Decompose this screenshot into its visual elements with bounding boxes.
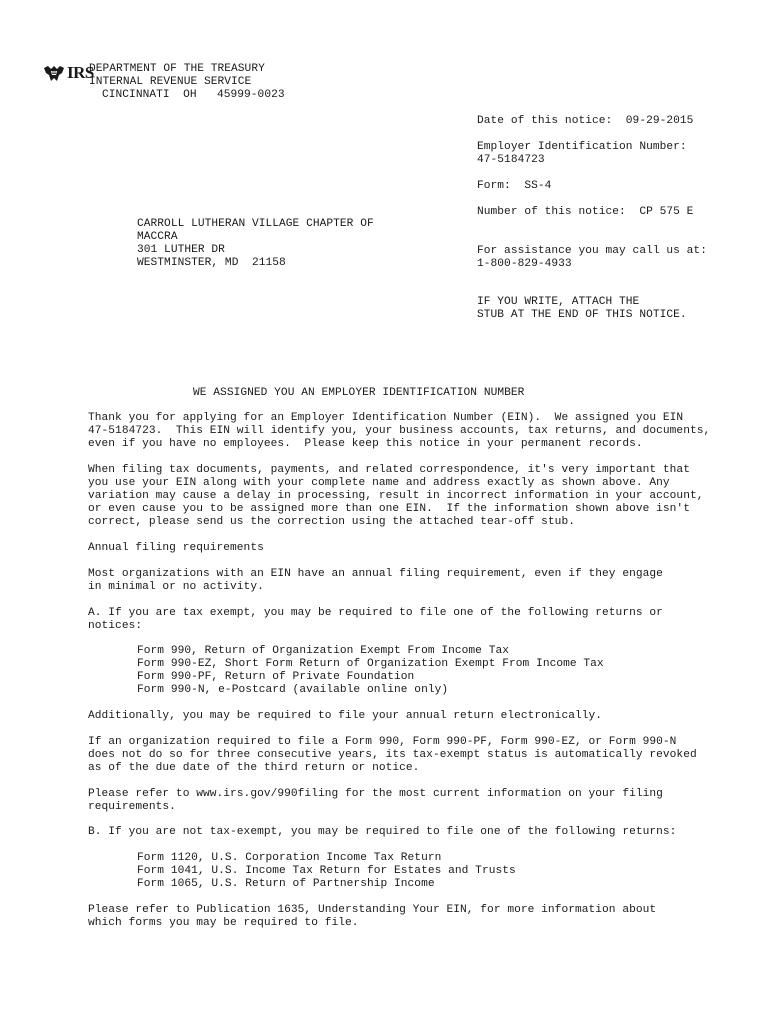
address-line-4: WESTMINSTER, MD 21158 [137,257,286,269]
paragraph-line: or even cause you to be assigned more than one EIN. If the information shown above isn't [88,503,690,515]
paragraph-line: correct, please send us the correction using the attached tear-off stub. [88,516,575,528]
write-instruction-1: IF YOU WRITE, ATTACH THE [477,296,640,308]
paragraph-line: does not do so for three consecutive years, its tax-exempt status is automatically revoked [88,749,697,761]
ein-label: Employer Identification Number: [477,141,687,153]
irs-logo [43,64,94,82]
write-instruction-2: STUB AT THE END OF THIS NOTICE. [477,309,687,321]
address-line-3: 301 LUTHER DR [137,244,225,256]
form-list-item: Form 990-EZ, Short Form Return of Organization Exempt From Income Tax [137,658,604,670]
dept-name: DEPARTMENT OF THE TREASURY [89,63,265,75]
paragraph-line: even if you have no employees. Please keep this notice in your permanent records. [88,438,643,450]
irs-logo-text: IRS [67,63,94,82]
form-list-item: Form 1041, U.S. Income Tax Return for Estates and Trusts [137,865,516,877]
address-line-2: MACCRA [137,231,178,243]
paragraph-line: which forms you may be required to file. [88,917,359,929]
form-list-item: Form 1120, U.S. Corporation Income Tax Return [137,852,442,864]
form-list-item: Form 990-N, e-Postcard (available online only) [137,684,449,696]
paragraph-line: variation may cause a delay in processing, result in incorrect information in your account, [88,490,704,502]
form-type: Form: SS-4 [477,180,552,192]
eagle-seal-icon [43,65,65,82]
form-list-item: Form 990-PF, Return of Private Foundation [137,671,415,683]
paragraph-line: When filing tax documents, payments, and related correspondence, it's very important that [88,464,690,476]
assistance-phone: 1-800-829-4933 [477,258,572,270]
paragraph-line: Please refer to www.irs.gov/990filing for the most current information on your filing [88,788,663,800]
paragraph-line: Please refer to Publication 1635, Understanding Your EIN, for more information about [88,904,657,916]
notice-heading: WE ASSIGNED YOU AN EMPLOYER IDENTIFICATION NUMBER [193,387,525,399]
paragraph-line: 47-5184723. This EIN will identify you, your business accounts, tax returns, and documents, [88,425,711,437]
service-city: CINCINNATI OH 45999-0023 [102,89,285,101]
paragraph-line: Additionally, you may be required to file your annual return electronically. [88,710,603,722]
paragraph-line: If an organization required to file a Form 990, Form 990-PF, Form 990-EZ, or Form 990-N [88,736,677,748]
paragraph-line: Most organizations with an EIN have an annual filing requirement, even if they engage [88,568,663,580]
service-name: INTERNAL REVENUE SERVICE [89,76,252,88]
assistance-label: For assistance you may call us at: [477,245,707,257]
form-list-item: Form 990, Return of Organization Exempt From Income Tax [137,645,509,657]
paragraph-line: you use your EIN along with your complete name and address exactly as shown above. Any [88,477,670,489]
paragraph-line: A. If you are tax exempt, you may be required to file one of the following returns or [88,607,663,619]
ein-value: 47-5184723 [477,154,545,166]
paragraph-line: Thank you for applying for an Employer Identification Number (EIN). We assigned you EIN [88,412,684,424]
paragraph-line: requirements. [88,801,176,813]
notice-date: Date of this notice: 09-29-2015 [477,115,694,127]
paragraph-line: notices: [88,620,143,632]
paragraph-line: as of the due date of the third return or notice. [88,762,420,774]
form-list-item: Form 1065, U.S. Return of Partnership Income [137,878,435,890]
paragraph-line: in minimal or no activity. [88,581,264,593]
address-line-1: CARROLL LUTHERAN VILLAGE CHAPTER OF [137,218,374,230]
paragraph-line: B. If you are not tax-exempt, you may be required to file one of the following returns: [88,826,677,838]
notice-number: Number of this notice: CP 575 E [477,206,694,218]
annual-filing-heading: Annual filing requirements [88,542,264,554]
